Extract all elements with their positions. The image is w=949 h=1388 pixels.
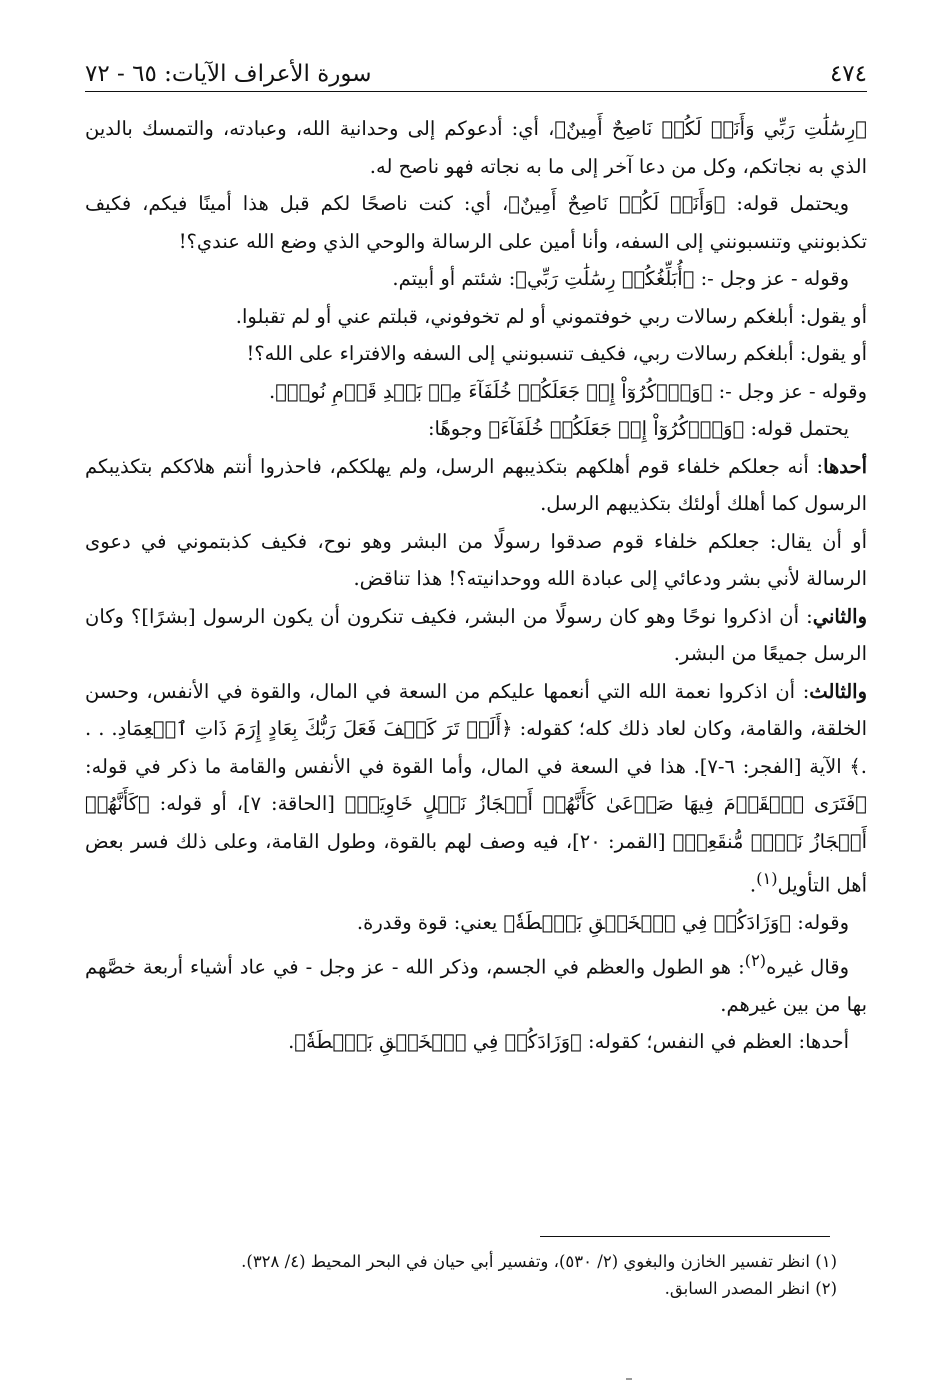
surah-title: سورة الأعراف الآيات: ٦٥ - ٧٢ [85,61,372,87]
paragraph: وقوله - عز وجل -: ﴿أُبَلِّغُكُمۡ رِسَٰلَٰتِ رَبِّي﴾: شئتم أو أبيتم. [392,267,849,290]
aspect-text: : أن اذكروا نوحًا وهو كان رسولًا من البشر، فكيف تنكرون أن يكون الرسول [بشرًا]؟ وكان الرسل جميعًا من البشر. [85,604,867,665]
paragraph-second-aspect [85,598,867,673]
paragraph-other-view [85,942,867,1024]
paragraph: ﴿رِسَٰلَٰتِ رَبِّي وَأَنَا۠ لَكُمۡ نَاصِحٌ أَمِينٌ﴾، أي: أدعوكم إلى وحدانية الله، وعبادته، والتمسك بالدين الذي به نجاتكم، وكل من دعا آخر إلى ما به نجاته فهو ناصح له. [85,117,867,178]
aspect-text: : أن اذكروا نعمة الله التي أنعمها عليكم من السعة في المال، والقوة في الأنفس، وحسن الخلقة، والقامة، وكان لعاد ذلك كله؛ كقوله: ﴿أَلَمۡ تَرَ كَيۡفَ فَعَلَ رَبُّكَ بِعَادٍ إِرَمَ ذَاتِ ٱلۡعِمَادِ. . . .﴾ الآية [الفجر: ٦-٧]. هذا في السعة في المال، وأما القوة في الأنفس والقامة ما ذكر في قوله: ﴿فَتَرَى ٱلۡقَوۡمَ فِيهَا صَرۡعَىٰ كَأَنَّهُمۡ أَعۡجَازُ نَخۡلٍ خَاوِيَةٖ﴾ [الحاقة: ٧]، أو قوله: ﴿كَأَنَّهُمۡ أَعۡجَازُ نَخۡلٖ مُّنقَعِرٖ﴾ [القمر: ٢٠]، فيه وصف لهم بالقوة، وطول القامة، وعلى ذلك فسر بعض أهل التأويل [85,679,867,897]
paragraph: أو يقول: أبلغكم رسالات ربي، فكيف تنسبونني إلى السفه والافتراء على الله؟! [246,342,867,365]
footnotes [85,1248,837,1302]
footnote-ref: (٢) [744,950,767,970]
sentence-end: . [749,873,757,897]
other-lead: وقال غيره [766,955,849,978]
paragraph-first-aspect [85,448,867,523]
paragraph: وقوله: ﴿وَزَادَكُمۡ فِي ٱلۡخَلۡقِ بَصۜۡطَةٗ﴾ يعني: قوة وقدرة. [356,911,849,934]
body-text [85,110,867,1220]
aspect-lead: والثالث [809,679,867,703]
paragraph: ويحتمل قوله: ﴿وَأَنَا۠ لَكُمۡ نَاصِحٌ أَمِينٌ﴾، أي: كنت ناصحًا لكم قبل هذا أمينًا فيكم، فكيف تكذبونني وتنسبونني إلى السفه، وأنا أمين على الرسالة والوحي الذي وضع الله عندي؟! [85,192,867,253]
footnote: (١) انظر تفسير الخازن والبغوي (٢/ ٥٣٠)، وتفسير أبي حيان في البحر المحيط (٤/ ٣٢٨). [241,1252,837,1271]
aspect-lead: أحدها [823,454,867,478]
other-text: : هو الطول والعظم في الجسم، وذكر الله - عز وجل - في عاد أشياء أربعة خصَّهم بها من بين غيرهم. [85,955,867,1016]
footnote-ref: (١) [756,869,778,888]
page-header [85,52,867,92]
paragraph-third-aspect [85,673,867,905]
aspect-lead: والثاني [812,604,867,628]
paragraph: أو أن يقال: جعلكم خلفاء قوم صدقوا رسولًا من البشر وهو نوح، فكيف كذبتموني في دعوى الرسالة لأني بشر ودعائي إلى عبادة الله ووحدانيته؟! هذا تناقض. [85,529,867,590]
paragraph: يحتمل قوله: ﴿وَٱذۡكُرُوٓاْ إِذۡ جَعَلَكُمۡ خُلَفَآءَ﴾ وجوهًا: [427,417,849,440]
paragraph: وقوله - عز وجل -: ﴿وَٱذۡكُرُوٓاْ إِذۡ جَعَلَكُمۡ خُلَفَآءَ مِنۢ بَعۡدِ قَوۡمِ نُوحٖ﴾. [269,379,867,403]
aspect-text: : أنه جعلكم خلفاء قوم أهلكهم بتكذيبهم الرسل، ولم يهلككم، فاحذروا أنتم هلاككم بتكذيبكم الرسول كما أهلك أولئك بتكذيبهم الرسل. [85,454,867,515]
paragraph: أو يقول: أبلغكم رسالات ربي خوفتموني أو لم تخوفوني، قبلتم عني أو لم تقبلوا. [235,304,867,328]
footnote: (٢) انظر المصدر السابق. [664,1279,837,1298]
footnote-divider [540,1236,830,1237]
scan-speck [626,1378,632,1380]
page-number: ٤٧٤ [829,61,867,87]
paragraph: أحدها: العظم في النفس؛ كقوله: ﴿وَزَادَكُمۡ فِي ٱلۡخَلۡقِ بَصۜۡطَةٗ﴾. [288,1030,849,1053]
